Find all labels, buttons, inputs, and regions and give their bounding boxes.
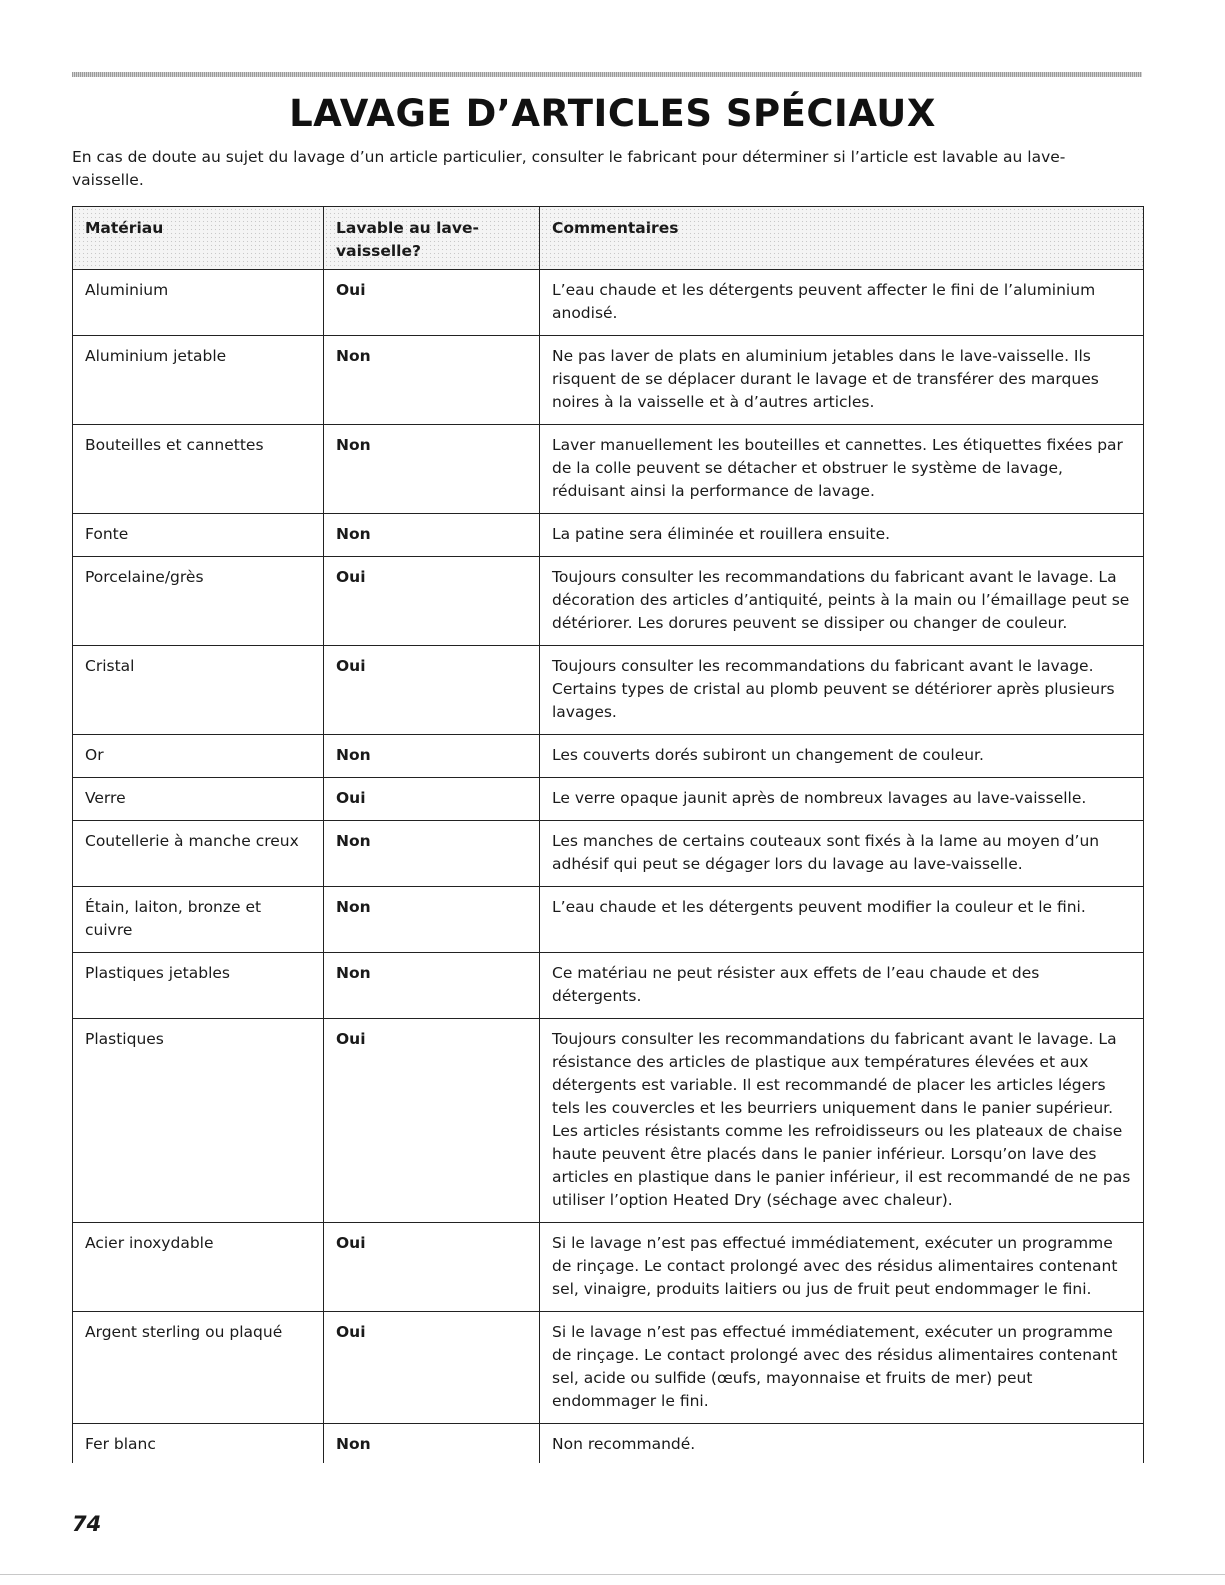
washable-cell: Oui: [324, 557, 540, 646]
washable-cell: Oui: [324, 778, 540, 821]
intro-paragraph: En cas de doute au sujet du lavage d’un article particulier, consulter le fabricant pour déterminer si l’article est lavable au lave-vaisselle.: [72, 148, 1066, 189]
comment-cell: La patine sera éliminée et rouillera ensuite.: [540, 514, 1144, 557]
header-comments: Commentaires: [540, 207, 1144, 270]
header-washable: Lavable au lave-vaisselle?: [324, 207, 540, 270]
comment-cell: Laver manuellement les bouteilles et cannettes. Les étiquettes fixées par de la colle peuvent se détacher et obstruer le système de lavage, réduisant ainsi la performance de lavage.: [540, 425, 1144, 514]
material-cell: Aluminium jetable: [73, 336, 324, 425]
washable-cell: Oui: [324, 270, 540, 336]
washable-cell: Non: [324, 425, 540, 514]
comment-cell: Les manches de certains couteaux sont fixés à la lame au moyen d’un adhésif qui peut se dégager lors du lavage au lave-vaisselle.: [540, 821, 1144, 887]
material-cell: Bouteilles et cannettes: [73, 425, 324, 514]
material-cell: Coutellerie à manche creux: [73, 821, 324, 887]
table-row: [73, 1019, 1144, 1223]
material-cell: Fonte: [73, 514, 324, 557]
washable-cell: Non: [324, 735, 540, 778]
table-row: [73, 646, 1144, 735]
material-cell: Plastiques jetables: [73, 953, 324, 1019]
page-title: LAVAGE D’ARTICLES SPÉCIAUX: [289, 92, 936, 135]
comment-cell: Le verre opaque jaunit après de nombreux lavages au lave-vaisselle.: [540, 778, 1144, 821]
material-cell: Argent sterling ou plaqué: [73, 1312, 324, 1424]
comment-cell: Toujours consulter les recommandations du fabricant avant le lavage. La décoration des articles d’antiquité, peints à la main ou l’émaillage peut se détériorer. Les dorures peuvent se dissiper ou changer de couleur.: [540, 557, 1144, 646]
comment-cell: Toujours consulter les recommandations du fabricant avant le lavage. Certains types de cristal au plomb peuvent se détériorer après plusieurs lavages.: [540, 646, 1144, 735]
comment-cell: Ne pas laver de plats en aluminium jetables dans le lave-vaisselle. Ils risquent de se déplacer durant le lavage et de transférer des marques noires à la vaisselle et à d’autres articles.: [540, 336, 1144, 425]
material-cell: Cristal: [73, 646, 324, 735]
comment-cell: Non recommandé.: [540, 1424, 1144, 1464]
table-header-row: [73, 207, 1144, 270]
washable-cell: Oui: [324, 1312, 540, 1424]
material-cell: Porcelaine/grès: [73, 557, 324, 646]
table-row: [73, 953, 1144, 1019]
comment-cell: Ce matériau ne peut résister aux effets de l’eau chaude et des détergents.: [540, 953, 1144, 1019]
material-cell: Plastiques: [73, 1019, 324, 1223]
materials-table: [72, 206, 1144, 1463]
washable-cell: Non: [324, 821, 540, 887]
washable-cell: Non: [324, 887, 540, 953]
material-cell: Verre: [73, 778, 324, 821]
bottom-divider: [0, 1574, 1225, 1575]
table-row: [73, 887, 1144, 953]
table-row: [73, 778, 1144, 821]
table-row: [73, 735, 1144, 778]
washable-cell: Oui: [324, 1223, 540, 1312]
material-cell: Or: [73, 735, 324, 778]
comment-cell: Les couverts dorés subiront un changement de couleur.: [540, 735, 1144, 778]
comment-cell: L’eau chaude et les détergents peuvent affecter le fini de l’aluminium anodisé.: [540, 270, 1144, 336]
material-cell: Acier inoxydable: [73, 1223, 324, 1312]
table-body: [73, 270, 1144, 1464]
washable-cell: Non: [324, 1424, 540, 1464]
comment-cell: Toujours consulter les recommandations du fabricant avant le lavage. La résistance des articles de plastique aux températures élevées et aux détergents est variable. Il est recommandé de placer les articles légers tels les couvercles et les beurriers uniquement dans le panier supérieur. Les articles résistants comme les refroidisseurs ou les plateaux de chaise haute peuvent être placés dans le panier inférieur. Lorsqu’on lave des articles en plastique dans le panier inférieur, il est recommandé de ne pas utiliser l’option Heated Dry (séchage avec chaleur).: [540, 1019, 1144, 1223]
washable-cell: Non: [324, 514, 540, 557]
materials-table-container: [72, 206, 1143, 1463]
material-cell: Étain, laiton, bronze et cuivre: [73, 887, 324, 953]
table-row: [73, 1312, 1144, 1424]
washable-cell: Non: [324, 953, 540, 1019]
table-row: [73, 425, 1144, 514]
comment-cell: Si le lavage n’est pas effectué immédiatement, exécuter un programme de rinçage. Le contact prolongé avec des résidus alimentaires contenant sel, acide ou sulfide (œufs, mayonnaise et fruits de mer) peut endommager le fini.: [540, 1312, 1144, 1424]
table-row: [73, 1424, 1144, 1464]
comment-cell: Si le lavage n’est pas effectué immédiatement, exécuter un programme de rinçage. Le contact prolongé avec des résidus alimentaires contenant sel, vinaigre, produits laitiers ou jus de fruit peut endommager le fini.: [540, 1223, 1144, 1312]
table-row: [73, 821, 1144, 887]
material-cell: Fer blanc: [73, 1424, 324, 1464]
table-row: [73, 557, 1144, 646]
washable-cell: Oui: [324, 1019, 540, 1223]
page-number: 74: [72, 1512, 102, 1536]
washable-cell: Oui: [324, 646, 540, 735]
table-row: [73, 1223, 1144, 1312]
table-row: [73, 270, 1144, 336]
table-row: [73, 336, 1144, 425]
header-material: Matériau: [73, 207, 324, 270]
material-cell: Aluminium: [73, 270, 324, 336]
top-divider: [72, 72, 1142, 77]
table-row: [73, 514, 1144, 557]
comment-cell: L’eau chaude et les détergents peuvent modifier la couleur et le fini.: [540, 887, 1144, 953]
washable-cell: Non: [324, 336, 540, 425]
